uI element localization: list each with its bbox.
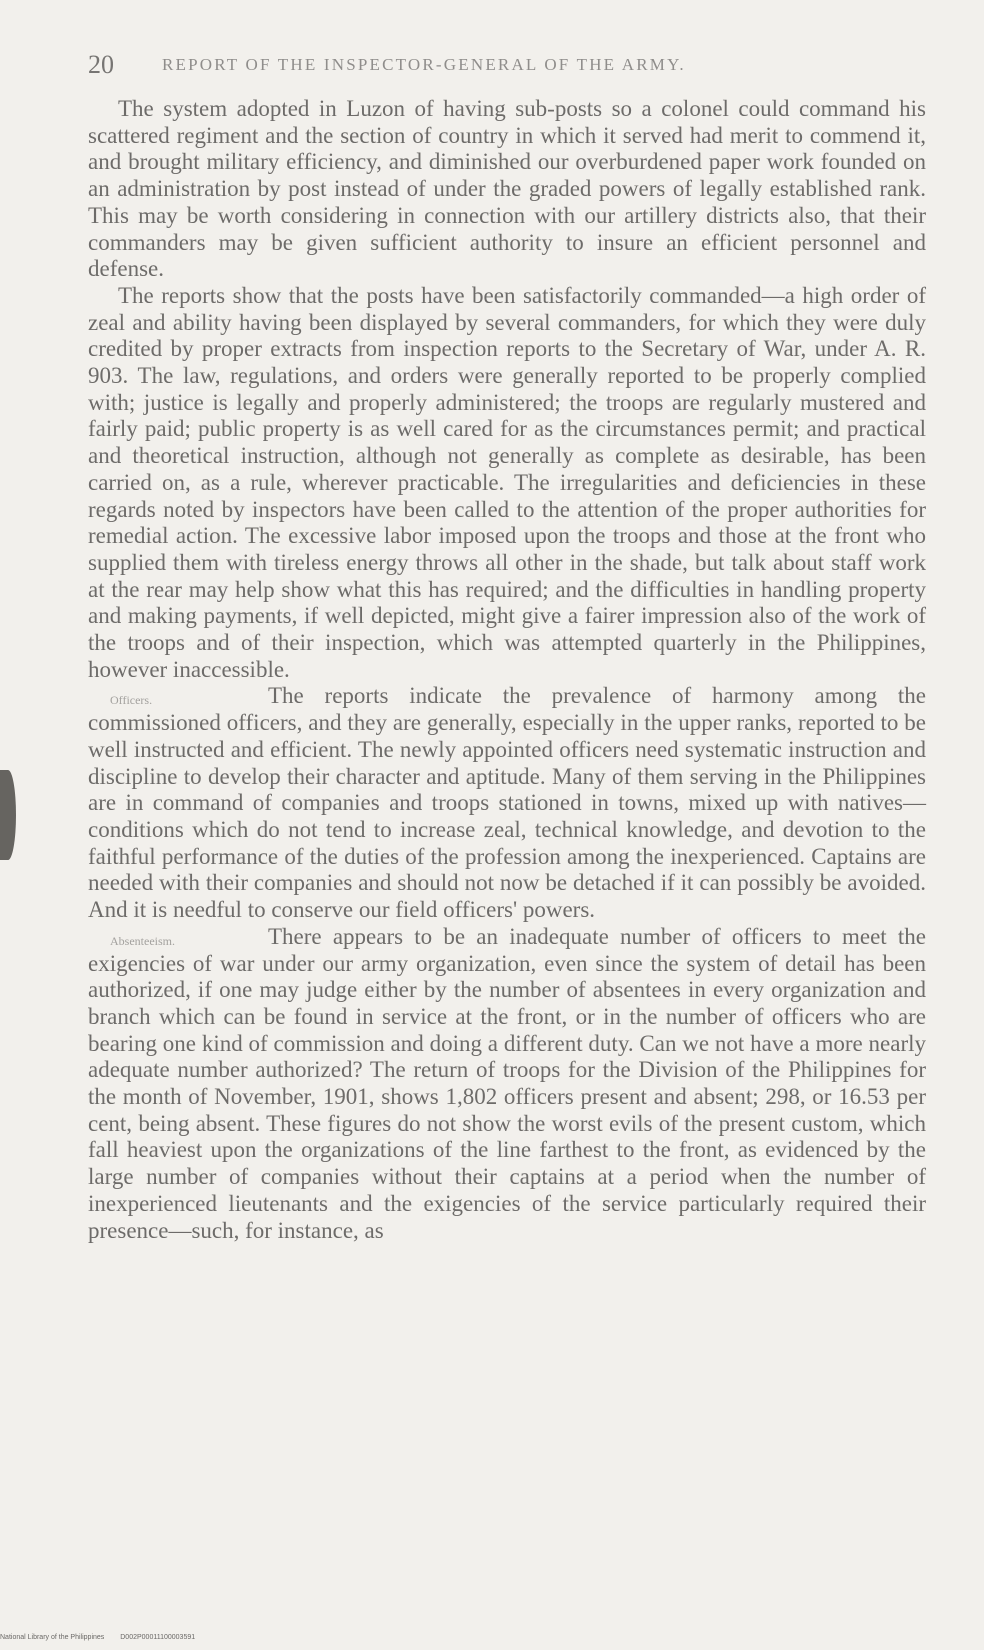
footer-library: National Library of the Philippines — [0, 1634, 105, 1641]
running-head: REPORT OF THE INSPECTOR-GENERAL OF THE ARMY. — [162, 55, 686, 74]
footer-code: D002P00011100003591 — [120, 1634, 196, 1641]
paragraph-post-commands: The reports show that the posts have been satisfactorily commanded—a high order of zeal and ability having been displayed by several commanders, for which they were duly credited by proper extracts from inspection reports to the Secretary of War, under A. R. 903. The law, regulations, and orders were generally reported to be properly complied with; justice is legally and properly administered; the troops are regularly mustered and fairly paid; public property is as well cared for as the circumstances permit; and practical and theoretical instruction, although not generally as complete as desirable, has been carried on, as a rule, wherever practicable. The irregularities and deficiencies in these regards noted by inspectors have been called to the attention of the proper authorities for remedial action. The excessive labor imposed upon the troops and those at the front who supplied them with tireless energy throws all other in the shade, but talk about staff work at the rear may help show what this has required; and the difficulties in handling property and making payments, if well depicted, might give a fairer impression also of the work of the troops and of their inspection, which was attempted quarterly in the Philippines, however inaccessible. — [88, 282, 926, 682]
page-number: 20 — [88, 50, 114, 79]
margin-note-absenteeism: Absenteeism. — [110, 933, 175, 948]
section-officers — [88, 683, 926, 923]
paragraph-absenteeism — [88, 924, 926, 1244]
page-header — [88, 50, 928, 80]
paragraph-sub-posts: The system adopted in Luzon of having sub-posts so a colonel could command his scattered regiment and the section of country in which it served had merit to commend it, and brought military efficiency, and diminished our overburdened paper work founded on an administration by post instead of under the graded powers of legally established rank. This may be worth considering in connection with our artillery districts also, that their commanders may be given sufficient authority to insure an efficient personnel and defense. — [88, 96, 926, 282]
margin-note-officers: Officers. — [110, 693, 153, 708]
body-text — [88, 96, 926, 1244]
paragraph-officers-text: The reports indicate the prevalence of harmony among the commissioned officers, and they are generally, especially in the upper ranks, reported to be well instructed and efficient. The newly appointed officers need systematic instruction and discipline to develop their character and aptitude. Many of them serving in the Philippines are in command of companies and troops stationed in towns, mixed up with natives—conditions which do not tend to increase zeal, technical knowledge, and devotion to the faithful performance of the duties of the profession among the inexperienced. Captains are needed with their companies and should not now be detached if it can possibly be avoided. And it is needful to conserve our field officers' powers. — [88, 683, 926, 923]
section-absenteeism — [88, 924, 926, 1244]
page-footer — [0, 1634, 209, 1641]
ink-blot-mark — [0, 770, 16, 860]
paragraph-officers — [88, 683, 926, 923]
paragraph-absenteeism-text: There appears to be an inadequate number of officers to meet the exigencies of war under our army organization, even since the system of detail has been authorized, if one may judge either by the number of absentees in every organization and branch which can be found in service at the front, or in the number of officers who are bearing one kind of commission and doing a different duty. Can we not have a more nearly adequate number authorized? The return of troops for the Division of the Philippines for the month of November, 1901, shows 1,802 officers present and absent; 298, or 16.53 per cent, being absent. These figures do not show the worst evils of the present custom, which fall heaviest upon the organizations of the line farthest to the front, as evidenced by the large number of companies without their captains at a period when the number of inexperienced lieutenants and the exigencies of the service particularly required their presence—such, for instance, as — [88, 923, 926, 1243]
